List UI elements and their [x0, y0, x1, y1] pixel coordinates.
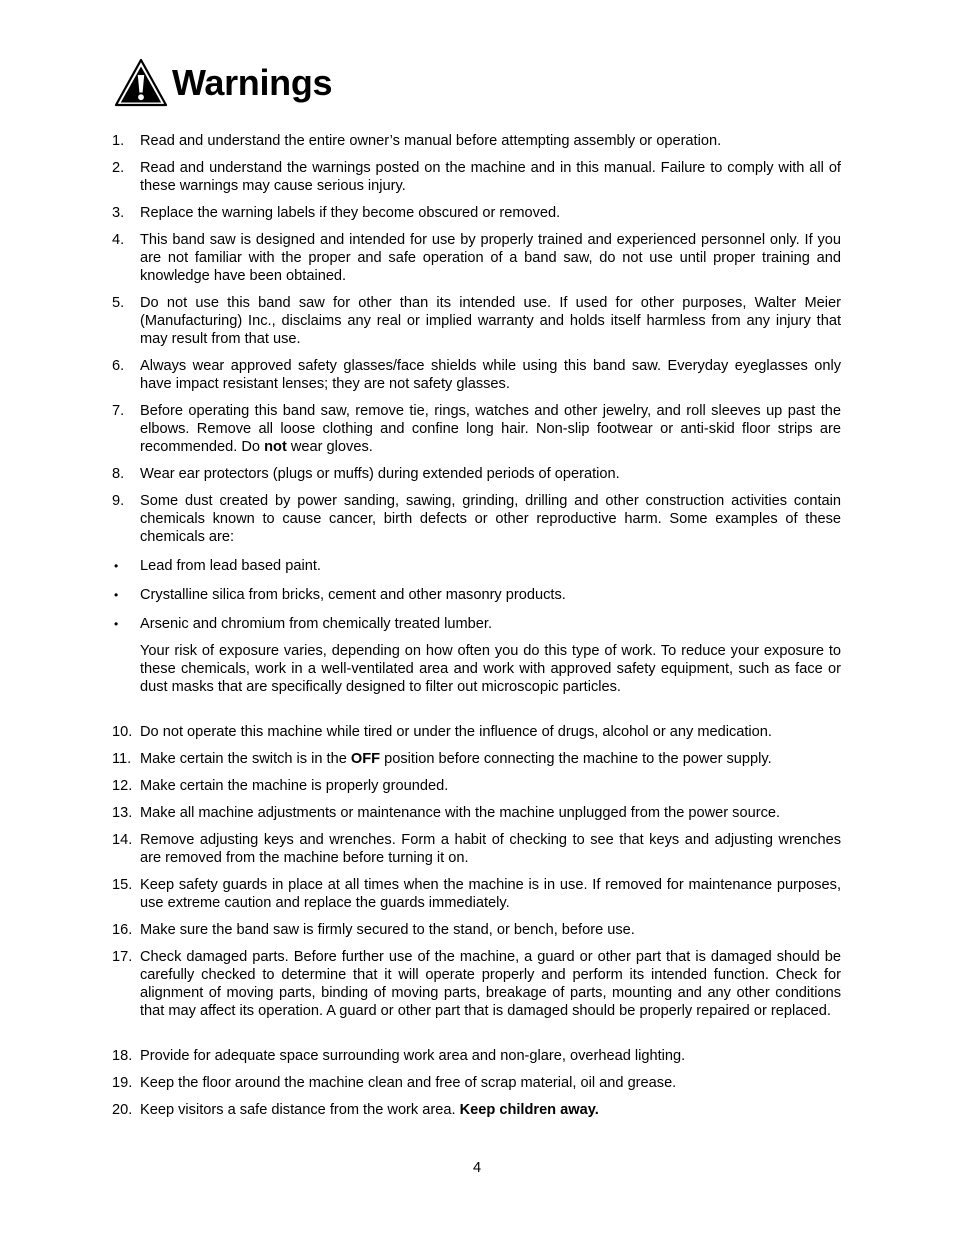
item-number: 7. — [112, 403, 125, 419]
item-number: 11. — [112, 751, 132, 767]
item-number: 20. — [112, 1102, 133, 1118]
warning-item — [112, 204, 841, 222]
item-text: Remove adjusting keys and wrenches. Form a habit of checking to see that keys and adjusting wrenches are removed from the machine before turning it on. — [140, 832, 841, 866]
item-number: 5. — [112, 295, 125, 311]
item-text: Read and understand the entire owner’s manual before attempting assembly or operation. — [140, 133, 722, 149]
warning-item — [112, 876, 841, 912]
item-number: 6. — [112, 358, 125, 374]
bullet-item — [112, 557, 841, 575]
warning-item — [112, 492, 841, 546]
item-text: Make sure the band saw is firmly secured to the stand, or bench, before use. — [140, 922, 635, 938]
item-number: 4. — [112, 232, 125, 248]
warning-triangle-icon — [114, 58, 168, 108]
item-number: 17. — [112, 949, 133, 965]
bullet-icon: • — [114, 559, 119, 573]
warnings-list — [112, 132, 841, 1119]
warning-item — [112, 723, 841, 741]
item-text: This band saw is designed and intended for use by properly trained and experienced personnel only. If you are not familiar with the proper and safe operation of a band saw, do not use until proper training and knowledge have been obtained. — [140, 232, 841, 284]
emphasis-keep-children-away: Keep children away. — [459, 1102, 599, 1118]
item-number: 3. — [112, 205, 125, 221]
bullet-icon: • — [114, 588, 119, 602]
item-text: Make certain the switch is in the OFF position before connecting the machine to the power supply. — [140, 751, 772, 767]
item-number: 9. — [112, 493, 125, 509]
item-text: Keep visitors a safe distance from the work area. Keep children away. — [140, 1102, 599, 1118]
warning-item — [112, 159, 841, 195]
warning-item — [112, 231, 841, 285]
warning-item — [112, 402, 841, 456]
item-text: Always wear approved safety glasses/face shields while using this band saw. Everyday eyeglasses only have impact resistant lenses; they are not safety glasses. — [140, 358, 841, 392]
bullet-text: Lead from lead based paint. — [140, 558, 321, 574]
warning-item — [112, 948, 841, 1038]
item-text: Some dust created by power sanding, sawing, grinding, drilling and other construction activities contain chemicals known to cause cancer, birth defects or other reproductive harm. Some examples of these chemicals are: — [140, 493, 841, 545]
page-number: 4 — [472, 1160, 482, 1176]
warning-item — [112, 132, 841, 150]
bullet-item — [112, 615, 841, 633]
item-text: Do not operate this machine while tired or under the influence of drugs, alcohol or any medication. — [140, 724, 772, 740]
warning-item — [112, 831, 841, 867]
item-text: Replace the warning labels if they become obscured or removed. — [140, 205, 561, 221]
warning-item — [112, 465, 841, 483]
bullet-text: Arsenic and chromium from chemically treated lumber. — [140, 616, 493, 632]
item-text: Make all machine adjustments or maintenance with the machine unplugged from the power source. — [140, 805, 781, 821]
emphasis-off: OFF — [350, 751, 381, 767]
warning-item — [112, 777, 841, 795]
warning-item — [112, 1074, 841, 1092]
item-number: 18. — [112, 1048, 133, 1064]
item-text: Keep the floor around the machine clean and free of scrap material, oil and grease. — [140, 1075, 677, 1091]
item-number: 13. — [112, 805, 133, 821]
item-text: Check damaged parts. Before further use of the machine, a guard or other part that is damaged should be carefully checked to determine that it will operate properly and perform its intended function. Check for alignment of moving parts, binding of moving parts, breakage of parts, mounting and any other conditions that may affect its operation. A guard or other part that is damaged should be properly repaired or replaced. — [140, 949, 841, 1019]
item-number: 14. — [112, 832, 133, 848]
page-header — [114, 57, 332, 109]
warning-item — [112, 357, 841, 393]
item-text: Keep safety guards in place at all times when the machine is in use. If removed for maintenance purposes, use extreme caution and replace the guards immediately. — [140, 877, 841, 911]
item-number: 1. — [112, 133, 125, 149]
item-text: Wear ear protectors (plugs or muffs) during extended periods of operation. — [140, 466, 620, 482]
bullet-icon: • — [114, 617, 119, 631]
warning-item — [112, 1101, 841, 1119]
item-number: 2. — [112, 160, 125, 176]
item-text: Before operating this band saw, remove tie, rings, watches and other jewelry, and roll sleeves up past the elbows. Remove all loose clothing and confine long hair. Non-slip footwear or anti-skid floor strips are recommended. Do not wear gloves. — [140, 403, 841, 455]
warning-item — [112, 1047, 841, 1065]
risk-paragraph: Your risk of exposure varies, depending on how often you do this type of work. To reduce your exposure to these chemicals, work in a well-ventilated area and work with approved safety equipment, such as face or dust masks that are specifically designed to filter out microscopic particles. — [140, 643, 841, 695]
warning-item — [112, 750, 841, 768]
bullet-item — [112, 586, 841, 604]
item-number: 8. — [112, 466, 125, 482]
warning-item — [112, 804, 841, 822]
bullet-text: Crystalline silica from bricks, cement and other masonry products. — [140, 587, 566, 603]
item-text: Provide for adequate space surrounding work area and non-glare, overhead lighting. — [140, 1048, 686, 1064]
warning-item — [112, 294, 841, 348]
emphasis-not: not — [264, 439, 287, 455]
item-number: 10. — [112, 724, 133, 740]
item-text: Do not use this band saw for other than its intended use. If used for other purposes, Walter Meier (Manufacturing) Inc., disclaims any real or implied warranty and holds itself harmless from any injury that may result from that use. — [140, 295, 841, 347]
item-number: 16. — [112, 922, 133, 938]
item-number: 19. — [112, 1075, 133, 1091]
item-number: 15. — [112, 877, 133, 893]
item-number: 12. — [112, 778, 133, 794]
item-text: Make certain the machine is properly grounded. — [140, 778, 449, 794]
warning-item — [112, 921, 841, 939]
page-title: Warnings — [172, 62, 333, 103]
item-text: Read and understand the warnings posted on the machine and in this manual. Failure to comply with all of these warnings may cause serious injury. — [140, 160, 841, 194]
